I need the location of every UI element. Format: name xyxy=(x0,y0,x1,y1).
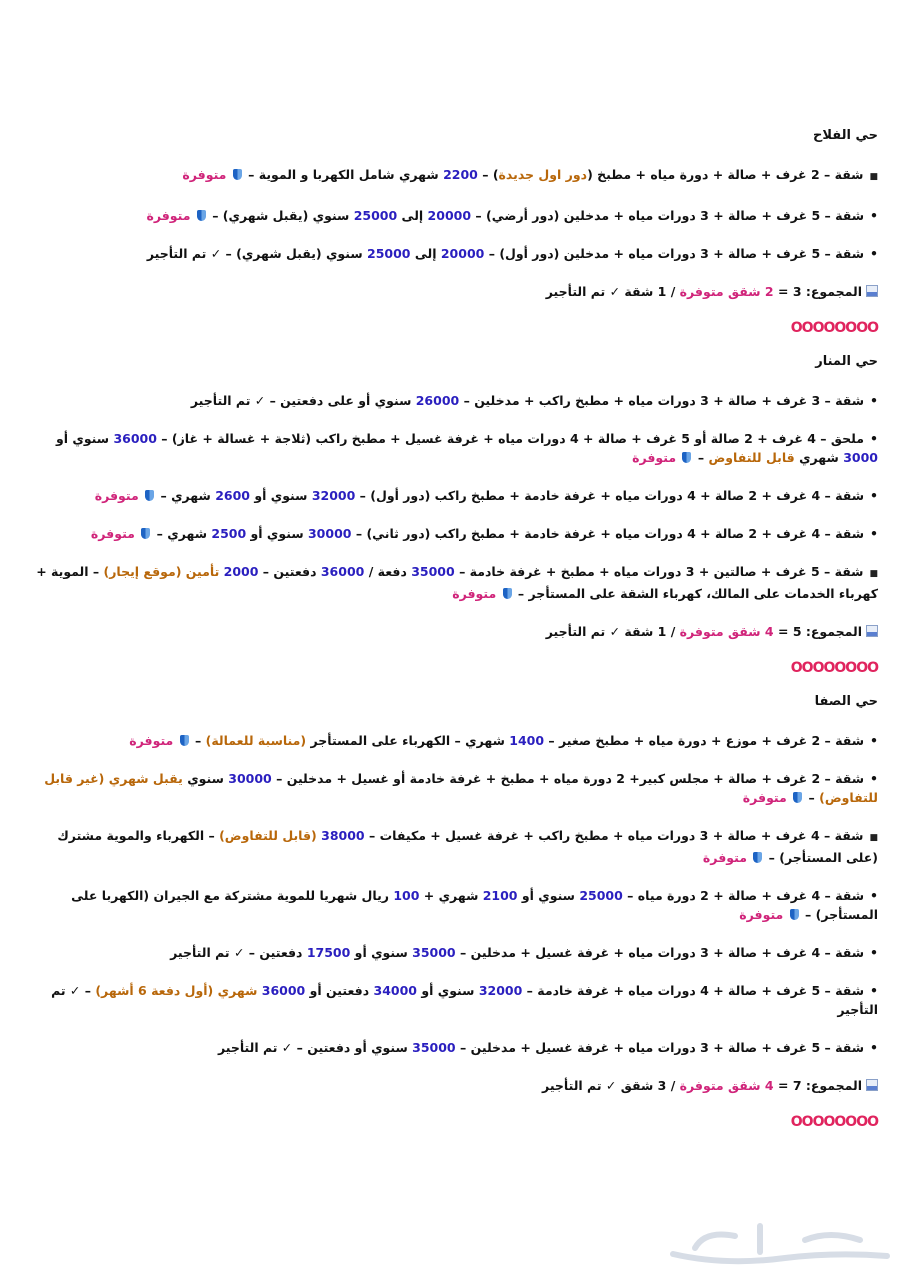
bar-chart-icon xyxy=(866,285,878,297)
shield-icon xyxy=(141,528,150,539)
terms-tag: شهري (أول دفعة 6 أشهر) xyxy=(95,983,262,998)
floor-tag: دور اول جديدة xyxy=(498,167,588,182)
listing-item xyxy=(22,165,878,187)
listing-text: سنوي أو xyxy=(55,431,114,446)
listing-text: شقة – 4 غرف + 2 صالة + 4 دورات مياه + غرفة خادمة + مطبخ راكب (دور ثاني) – xyxy=(351,526,864,541)
listing-text: دفعتين – xyxy=(258,564,321,579)
price: 26000 xyxy=(415,393,460,408)
listing-text: شهري – xyxy=(152,526,212,541)
section-title: حي المنار xyxy=(815,354,878,369)
shield-icon xyxy=(793,792,802,803)
bullet-icon: • xyxy=(870,771,878,786)
listing-text: سنوي أو على دفعتين – ✓ تم التأجير xyxy=(190,393,416,408)
bullet-icon: • xyxy=(870,526,878,541)
listing-text: شقة – 4 غرف + صالة + 2 دورة مياه – xyxy=(622,888,864,903)
available-status: متوفرة xyxy=(90,526,135,541)
total-label: المجموع: 3 = xyxy=(773,284,862,299)
listing-text: سنوي أو xyxy=(250,488,312,503)
price: 17500 xyxy=(306,945,351,960)
listing-text: شقة – 4 غرف + 2 صالة + 4 دورات مياه + غرفة خادمة + مطبخ راكب (دور أول) – xyxy=(355,488,864,503)
listing-item xyxy=(22,826,878,867)
bar-chart-icon xyxy=(866,1079,878,1091)
square-bullet-icon: ■ xyxy=(869,172,878,182)
listing-text: سنوي (يقبل شهري) – xyxy=(207,208,354,223)
section-total xyxy=(22,282,878,301)
water-fee: 100 xyxy=(393,888,420,903)
listing-item xyxy=(22,943,878,962)
listing-text: شقة – 2 غرف + صالة + دورة مياه + مطبخ ( xyxy=(587,167,864,182)
deposit: 2000 xyxy=(223,564,259,579)
shield-icon xyxy=(197,210,206,221)
listing-text: شهري + xyxy=(419,888,483,903)
listing-text: – xyxy=(190,733,206,748)
listing-text: شهري – xyxy=(156,488,216,503)
price: 36000 xyxy=(261,983,306,998)
listing-text: – ✓ تم التأجير xyxy=(51,983,878,1017)
listing-item xyxy=(22,206,878,225)
listing-text: شهري xyxy=(794,450,844,465)
total-rented: / 3 شقق ✓ تم التأجير xyxy=(542,1078,680,1093)
price: 32000 xyxy=(478,983,523,998)
bullet-icon: • xyxy=(870,246,878,261)
listing-text: ) – xyxy=(477,167,499,182)
price: 2600 xyxy=(215,488,250,503)
available-status: متوفرة xyxy=(739,907,784,922)
listing-item xyxy=(22,981,878,1019)
section-title: حي الفلاح xyxy=(813,128,878,143)
terms-tag: يقبل شهري (غير قابل للتفاوض) xyxy=(44,771,878,805)
available-status: متوفرة xyxy=(182,167,227,182)
listing-text: شهري – الكهرباء على المستأجر xyxy=(306,733,510,748)
listing-item xyxy=(22,1038,878,1057)
deposit-label: تأمين xyxy=(185,564,224,579)
price: 2200 xyxy=(443,167,478,182)
watermark-text: حراج xyxy=(777,1248,780,1249)
listing-item xyxy=(22,429,878,467)
bullet-icon: • xyxy=(870,733,878,748)
listing-text: شقة – 5 غرف + صالة + 4 دورات مياه + غرفة خادمة – xyxy=(522,983,864,998)
listing-item xyxy=(22,769,878,807)
price: 25000 xyxy=(367,246,411,261)
bar-chart-icon xyxy=(866,625,878,637)
total-label: المجموع: 7 = xyxy=(773,1078,862,1093)
price: 20000 xyxy=(440,246,485,261)
shield-icon xyxy=(233,169,242,180)
suitability-tag: (مناسبة للعمالة) xyxy=(205,733,307,748)
negotiable-tag: قابل للتفاوض xyxy=(708,450,795,465)
shield-icon xyxy=(682,452,691,463)
total-available: 2 شقق متوفرة xyxy=(679,284,774,299)
price: 38000 xyxy=(321,828,365,843)
shield-icon xyxy=(503,588,512,599)
listing-text: دفعتين – ✓ تم التأجير xyxy=(170,945,307,960)
listing-text: – xyxy=(693,450,709,465)
price: 35000 xyxy=(411,564,455,579)
available-status: متوفرة xyxy=(146,208,191,223)
ring-divider: OOOOOOOO xyxy=(790,660,878,676)
listing-item xyxy=(22,391,878,410)
price: 30000 xyxy=(228,771,272,786)
listing-item xyxy=(22,486,878,505)
price: 36000 xyxy=(320,564,365,579)
listing-text: شقة – 4 غرف + صالة + 3 دورات مياه + غرفة غسيل + مدخلين – xyxy=(455,945,864,960)
bullet-icon: • xyxy=(870,208,878,223)
listing-item xyxy=(22,244,878,263)
price: 3000 xyxy=(843,450,878,465)
listing-text: شقة – 2 غرف + موزع + دورة مياه + مطبخ صغير – xyxy=(544,733,864,748)
shield-icon xyxy=(790,909,799,920)
listing-text: سنوي أو xyxy=(246,526,308,541)
price: 34000 xyxy=(373,983,417,998)
listing-text: شقة – 5 غرف + صالة + 3 دورات مياه + مدخلين (دور أول) – xyxy=(484,246,864,261)
price: 1400 xyxy=(509,733,545,748)
available-status: متوفرة xyxy=(129,733,174,748)
listing-text: سنوي أو xyxy=(350,945,413,960)
ejar-tag: (موقع إيجار) xyxy=(103,564,186,579)
listing-document xyxy=(22,118,878,1148)
listing-text: سنوي xyxy=(182,771,229,786)
total-available: 4 شقق متوفرة xyxy=(679,1078,774,1093)
total-available: 4 شقق متوفرة xyxy=(679,624,774,639)
listing-text: – xyxy=(804,790,820,805)
section-total xyxy=(22,622,878,641)
bullet-icon: • xyxy=(870,431,878,446)
bullet-icon: • xyxy=(870,945,878,960)
bullet-icon: • xyxy=(870,1040,878,1055)
haraj-watermark-logo xyxy=(665,1218,895,1268)
price: 2100 xyxy=(482,888,518,903)
total-label: المجموع: 5 = xyxy=(773,624,862,639)
ring-divider: OOOOOOOO xyxy=(790,320,878,336)
available-status: متوفرة xyxy=(742,790,787,805)
listing-text: شهري شامل الكهربا و الموية – xyxy=(243,167,444,182)
square-bullet-icon: ■ xyxy=(869,833,878,843)
bullet-icon: • xyxy=(870,888,878,903)
listing-text: شقة – 5 غرف + صالة + 3 دورات مياه + غرفة غسيل + مدخلين – xyxy=(455,1040,864,1055)
square-bullet-icon: ■ xyxy=(869,569,878,579)
price: 30000 xyxy=(307,526,352,541)
available-status: متوفرة xyxy=(452,586,497,601)
listing-text: شقة – 4 غرف + صالة + 3 دورات مياه + مطبخ راكب + غرفة غسيل + مكيفات – xyxy=(364,828,864,843)
listing-text: شقة – 5 غرف + صالة + 3 دورات مياه + مدخلين (دور أرضي) – xyxy=(471,208,864,223)
listing-text: – الكهرباء والموية مشترك (على المستأجر) – xyxy=(57,828,878,865)
listing-item xyxy=(22,562,878,603)
price: 2500 xyxy=(211,526,247,541)
ring-divider: OOOOOOOO xyxy=(790,1114,878,1130)
listing-item xyxy=(22,524,878,543)
listing-text: دفعتين أو xyxy=(305,983,374,998)
listing-text: سنوي (يقبل شهري) – ✓ تم التأجير xyxy=(146,246,368,261)
bullet-icon: • xyxy=(870,393,878,408)
shield-icon xyxy=(145,490,154,501)
listing-text: دفعة / xyxy=(364,564,412,579)
listing-text: – الموية + كهرباء الخدمات على المالك، كهرباء الشقة على المستأجر – xyxy=(36,564,878,601)
available-status: متوفرة xyxy=(702,850,747,865)
listing-text: سنوي أو xyxy=(417,983,479,998)
bullet-icon: • xyxy=(870,488,878,503)
listing-text: ريال شهريا للموية مشتركة مع الجيران (الكهربا على المستأجر) – xyxy=(71,888,878,922)
negotiable-tag: (قابل للتفاوض) xyxy=(219,828,322,843)
shield-icon xyxy=(753,852,762,863)
listing-text: شقة – 3 غرف + صالة + 3 دورات مياه + مطبخ راكب + مدخلين – xyxy=(459,393,864,408)
listing-item xyxy=(22,886,878,924)
bullet-icon: • xyxy=(870,983,878,998)
price: 35000 xyxy=(412,1040,456,1055)
price: 32000 xyxy=(311,488,356,503)
listing-text: شقة – 5 غرف + صالتين + 3 دورات مياه + مطبخ + غرفة خادمة – xyxy=(454,564,864,579)
price: 20000 xyxy=(427,208,472,223)
listing-text: سنوي أو دفعتين – ✓ تم التأجير xyxy=(217,1040,413,1055)
section-title: حي الصفا xyxy=(814,694,878,709)
total-rented: / 1 شقة ✓ تم التأجير xyxy=(545,284,680,299)
price: 25000 xyxy=(579,888,623,903)
section-total xyxy=(22,1076,878,1095)
price: 36000 xyxy=(113,431,157,446)
total-rented: / 1 شقة ✓ تم التأجير xyxy=(545,624,680,639)
price: 25000 xyxy=(353,208,398,223)
listing-item xyxy=(22,731,878,750)
listing-text: سنوي أو xyxy=(517,888,580,903)
available-status: متوفرة xyxy=(632,450,677,465)
available-status: متوفرة xyxy=(94,488,139,503)
listing-text: إلى xyxy=(397,208,428,223)
shield-icon xyxy=(180,735,189,746)
listing-text: شقة – 2 غرف + صالة + مجلس كبير+ 2 دورة مياه + مطبخ + غرفة خادمة أو غسيل + مدخلين – xyxy=(271,771,864,786)
listing-text: إلى xyxy=(410,246,441,261)
listing-text: ملحق – 4 غرف + 2 صالة أو 5 غرف + صالة + 4 دورات مياه + غرفة غسيل + مطبخ راكب (ثلاجة + غسالة + غاز) – xyxy=(156,431,864,446)
price: 35000 xyxy=(412,945,456,960)
